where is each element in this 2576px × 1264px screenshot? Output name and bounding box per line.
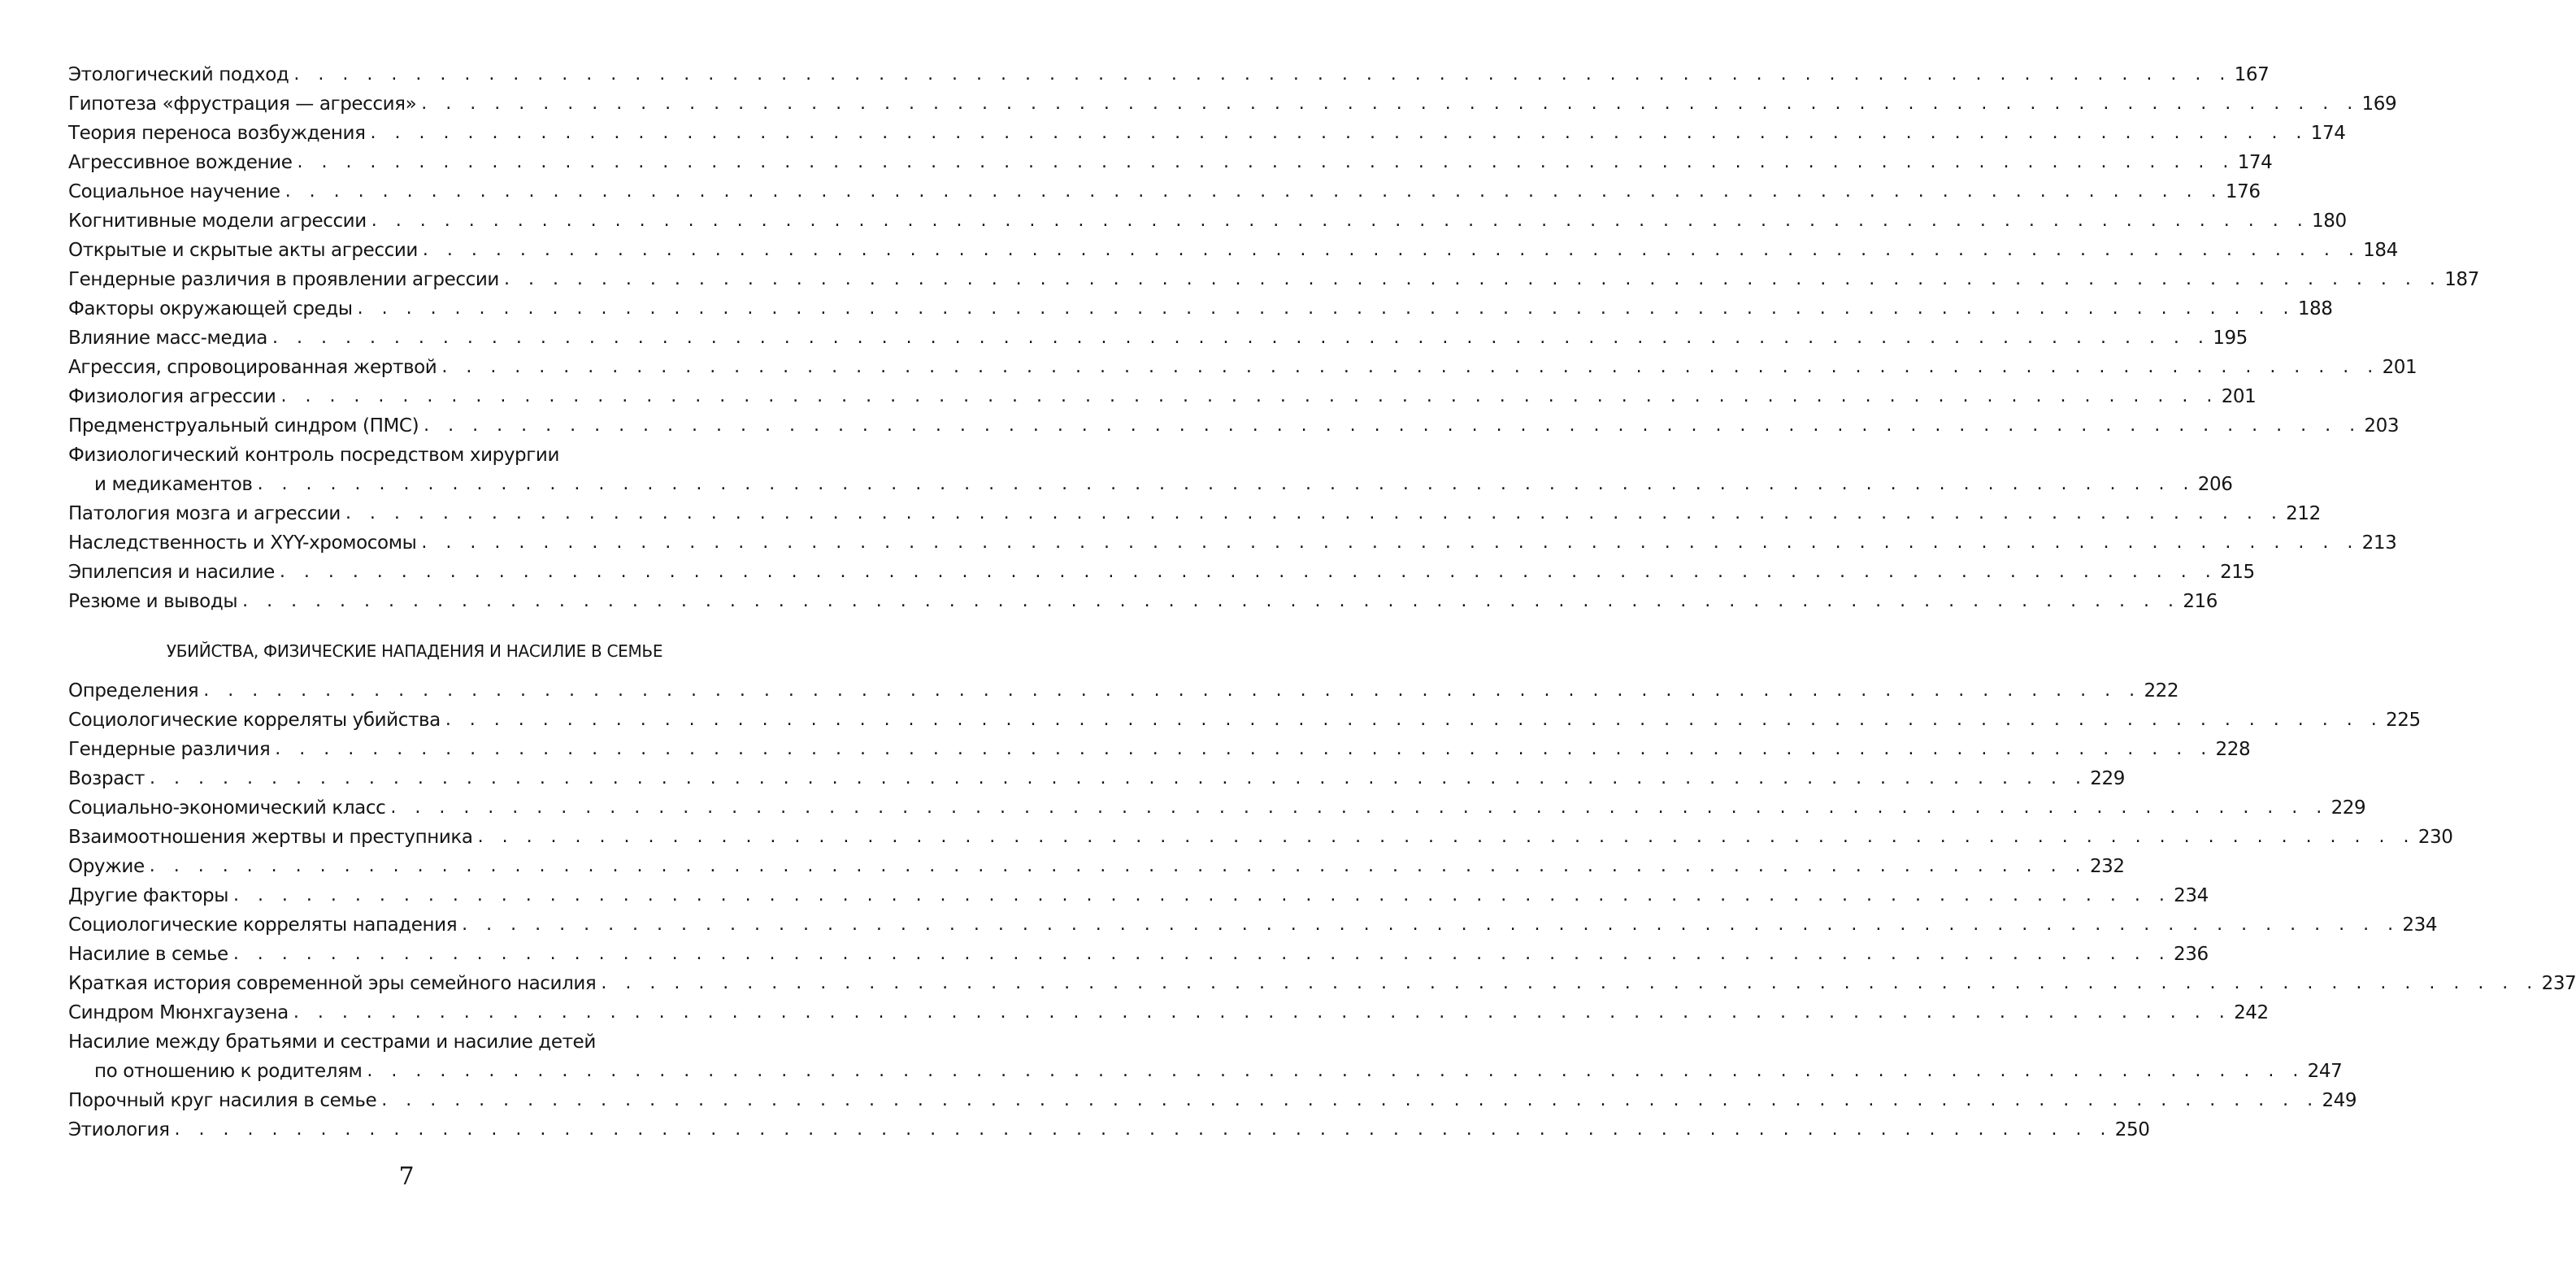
dot-leader: . . . . . . . . . . . . . . . . . . . . . . . . . . . . . . . . . . . . . . . . . . . . . . . . . . . . . . . . . . . . . . . . . . . . . . . . . . . . . . . .: [285, 181, 2223, 202]
toc-entry-page: 228: [2215, 739, 2251, 760]
toc-entry[interactable]: [68, 735, 2251, 764]
toc-entry[interactable]: [68, 940, 2209, 969]
toc-entry-page: 213: [2361, 532, 2397, 554]
toc-entry-title: Оружие: [68, 856, 145, 877]
dot-leader: . . . . . . . . . . . . . . . . . . . . . . . . . . . . . . . . . . . . . . . . . . . . . . . . . . . . . . . . . . . . . . . . . . . . . . . . . . . . . . . .: [477, 827, 2416, 847]
toc-entry-page: 242: [2234, 1002, 2269, 1023]
dot-leader: . . . . . . . . . . . . . . . . . . . . . . . . . . . . . . . . . . . . . . . . . . . . . . . . . . . . . . . . . . . . . . . . . . . . . . . . . . . . . . . .: [149, 856, 2087, 876]
toc-entry-title: Наследственность и XYY-хромосомы: [68, 532, 417, 554]
toc-entry-page: 232: [2089, 856, 2125, 877]
toc-entry-line1: Насилие между братьями и сестрами и насилие детей: [68, 1032, 596, 1053]
toc-entry[interactable]: [68, 528, 2397, 558]
toc-entry-page: 234: [2174, 885, 2209, 906]
toc-entry-page: 234: [2402, 914, 2438, 936]
toc-entry-title: и медикаментов: [94, 474, 253, 495]
toc-entry-page: 201: [2382, 357, 2417, 378]
toc-entry-title: Агрессия, спровоцированная жертвой: [68, 357, 437, 378]
dot-leader: . . . . . . . . . . . . . . . . . . . . . . . . . . . . . . . . . . . . . . . . . . . . . . . . . . . . . . . . . . . . . . . . . . . . . . . . . . . . . . . .: [174, 1119, 2113, 1140]
toc-section-aggression: [68, 60, 2479, 616]
toc-entry-title: Синдром Мюнхгаузена: [68, 1002, 289, 1023]
dot-leader: . . . . . . . . . . . . . . . . . . . . . . . . . . . . . . . . . . . . . . . . . . . . . . . . . . . . . . . . . . . . . . . . . . . . . . . . . . . . . . . .: [272, 328, 2210, 348]
toc-entry-page: 169: [2361, 93, 2397, 115]
toc-entry-title: Взаимоотношения жертвы и преступника: [68, 827, 473, 848]
dot-leader: . . . . . . . . . . . . . . . . . . . . . . . . . . . . . . . . . . . . . . . . . . . . . . . . . . . . . . . . . . . . . . . . . . . . . . . . . . . . . . . .: [445, 710, 2383, 730]
dot-leader: . . . . . . . . . . . . . . . . . . . . . . . . . . . . . . . . . . . . . . . . . . . . . . . . . . . . . . . . . . . . . . . . . . . . . . . . . . . . . . . .: [203, 680, 2142, 701]
dot-leader: . . . . . . . . . . . . . . . . . . . . . . . . . . . . . . . . . . . . . . . . . . . . . . . . . . . . . . . . . . . . . . . . . . . . . . . . . . . . . . . .: [242, 591, 2181, 611]
toc-entry[interactable]: [68, 1115, 2150, 1145]
dot-leader: . . . . . . . . . . . . . . . . . . . . . . . . . . . . . . . . . . . . . . . . . . . . . . . . . . . . . . . . . . . . . . . . . . . . . . . . . . . . . . . .: [421, 532, 2360, 553]
dot-leader: . . . . . . . . . . . . . . . . . . . . . . . . . . . . . . . . . . . . . . . . . . . . . . . . . . . . . . . . . . . . . . . . . . . . . . . . . . . . . . . .: [275, 739, 2213, 759]
toc-entry-page: 230: [2417, 827, 2453, 848]
toc-entry-page: 203: [2364, 415, 2400, 437]
toc-entry-page: 206: [2197, 474, 2233, 495]
toc-entry-title: Социологические корреляты убийства: [68, 710, 441, 731]
toc-entry-page: 229: [2331, 797, 2366, 819]
toc-entry[interactable]: [68, 60, 2270, 89]
toc-entry[interactable]: [68, 852, 2125, 881]
toc-entry[interactable]: [68, 411, 2400, 441]
toc-entry[interactable]: [68, 382, 2257, 411]
toc-entry[interactable]: [68, 148, 2273, 177]
toc-entry-page: 216: [2183, 591, 2218, 612]
toc-entry[interactable]: [68, 177, 2261, 206]
toc-entry[interactable]: [68, 998, 2269, 1027]
dot-leader: . . . . . . . . . . . . . . . . . . . . . . . . . . . . . . . . . . . . . . . . . . . . . . . . . . . . . . . . . . . . . . . . . . . . . . . . . . . . . . . .: [345, 503, 2283, 523]
toc-entry-page: 236: [2174, 944, 2209, 965]
toc-entry-page: 180: [2312, 211, 2347, 232]
dot-leader: . . . . . . . . . . . . . . . . . . . . . . . . . . . . . . . . . . . . . . . . . . . . . . . . . . . . . . . . . . . . . . . . . . . . . . . . . . . . . . . .: [601, 973, 2539, 993]
toc-section-homicide: [68, 676, 2576, 1145]
toc-entry-title: Другие факторы: [68, 885, 228, 906]
toc-entry-page: 247: [2307, 1061, 2343, 1082]
toc-entry[interactable]: [68, 265, 2479, 294]
toc-entry[interactable]: [68, 881, 2209, 910]
toc-entry-line1: Физиологический контроль посредством хирургии: [68, 445, 560, 466]
toc-entry[interactable]: [68, 206, 2347, 236]
toc-entry-title: Определения: [68, 680, 199, 701]
toc-entry[interactable]: [68, 470, 2233, 499]
toc-entry[interactable]: [68, 676, 2179, 706]
toc-entry-title: Теория переноса возбуждения: [68, 123, 366, 144]
toc-entry-page: 215: [2220, 562, 2255, 583]
toc-entry-page: 201: [2221, 386, 2257, 407]
toc-entry-title: Этиология: [68, 1119, 170, 1140]
toc-entry-title: Открытые и скрытые акты агрессии: [68, 240, 418, 261]
dot-leader: . . . . . . . . . . . . . . . . . . . . . . . . . . . . . . . . . . . . . . . . . . . . . . . . . . . . . . . . . . . . . . . . . . . . . . . . . . . . . . . .: [257, 474, 2196, 494]
toc-entry[interactable]: [68, 353, 2417, 382]
toc-entry-title: Гипотеза «фрустрация — агрессия»: [68, 93, 417, 115]
toc-entry-title: Эпилепсия и насилие: [68, 562, 275, 583]
toc-entry-page: 250: [2114, 1119, 2150, 1140]
toc-entry-title: Факторы окружающей среды: [68, 298, 353, 319]
toc-entry-title: Гендерные различия в проявлении агрессии: [68, 269, 499, 290]
toc-entry-title: Агрессивное вождение: [68, 152, 293, 173]
section-heading: УБИЙСТВА, ФИЗИЧЕСКИЕ НАПАДЕНИЯ И НАСИЛИЕ В СЕМЬЕ: [166, 641, 663, 661]
dot-leader: . . . . . . . . . . . . . . . . . . . . . . . . . . . . . . . . . . . . . . . . . . . . . . . . . . . . . . . . . . . . . . . . . . . . . . . . . . . . . . . .: [503, 269, 2442, 289]
toc-entry-title: Возраст: [68, 768, 146, 789]
toc-entry[interactable]: [68, 324, 2248, 353]
dot-leader: . . . . . . . . . . . . . . . . . . . . . . . . . . . . . . . . . . . . . . . . . . . . . . . . . . . . . . . . . . . . . . . . . . . . . . . . . . . . . . . .: [150, 768, 2087, 788]
toc-entry-page: 195: [2213, 328, 2248, 349]
dot-leader: . . . . . . . . . . . . . . . . . . . . . . . . . . . . . . . . . . . . . . . . . . . . . . . . . . . . . . . . . . . . . . . . . . . . . . . . . . . . . . . .: [232, 885, 2171, 906]
toc-entry-title: Патология мозга и агрессии: [68, 503, 341, 524]
page-number: 7: [398, 1162, 415, 1191]
toc-entry[interactable]: [68, 587, 2218, 616]
toc-entry[interactable]: [68, 969, 2576, 998]
dot-leader: . . . . . . . . . . . . . . . . . . . . . . . . . . . . . . . . . . . . . . . . . . . . . . . . . . . . . . . . . . . . . . . . . . . . . . . . . . . . . . . .: [293, 1002, 2231, 1023]
toc-entry-title: Социальное научение: [68, 181, 280, 202]
toc-entry-title: по отношению к родителям: [94, 1061, 363, 1082]
dot-leader: . . . . . . . . . . . . . . . . . . . . . . . . . . . . . . . . . . . . . . . . . . . . . . . . . . . . . . . . . . . . . . . . . . . . . . . . . . . . . . . .: [370, 123, 2309, 143]
toc-entry-title: Предменструальный синдром (ПМС): [68, 415, 419, 437]
toc-entry[interactable]: [68, 558, 2255, 587]
toc-entry-page: 184: [2363, 240, 2398, 261]
dot-leader: . . . . . . . . . . . . . . . . . . . . . . . . . . . . . . . . . . . . . . . . . . . . . . . . . . . . . . . . . . . . . . . . . . . . . . . . . . . . . . . .: [297, 152, 2235, 172]
dot-leader: . . . . . . . . . . . . . . . . . . . . . . . . . . . . . . . . . . . . . . . . . . . . . . . . . . . . . . . . . . . . . . . . . . . . . . . . . . . . . . . .: [390, 797, 2329, 818]
toc-entry-page: 174: [2310, 123, 2346, 144]
dot-leader: . . . . . . . . . . . . . . . . . . . . . . . . . . . . . . . . . . . . . . . . . . . . . . . . . . . . . . . . . . . . . . . . . . . . . . . . . . . . . . . .: [293, 64, 2232, 85]
dot-leader: . . . . . . . . . . . . . . . . . . . . . . . . . . . . . . . . . . . . . . . . . . . . . . . . . . . . . . . . . . . . . . . . . . . . . . . . . . . . . . . .: [381, 1090, 2320, 1110]
dot-leader: . . . . . . . . . . . . . . . . . . . . . . . . . . . . . . . . . . . . . . . . . . . . . . . . . . . . . . . . . . . . . . . . . . . . . . . . . . . . . . . .: [441, 357, 2380, 377]
toc-entry-page: 188: [2297, 298, 2333, 319]
toc-entry-page: 249: [2322, 1090, 2357, 1111]
toc-entry-title: Порочный круг насилия в семье: [68, 1090, 377, 1111]
dot-leader: . . . . . . . . . . . . . . . . . . . . . . . . . . . . . . . . . . . . . . . . . . . . . . . . . . . . . . . . . . . . . . . . . . . . . . . . . . . . . . . .: [279, 562, 2218, 582]
toc-entry-title: Этологический подход: [68, 64, 289, 85]
dot-leader: . . . . . . . . . . . . . . . . . . . . . . . . . . . . . . . . . . . . . . . . . . . . . . . . . . . . . . . . . . . . . . . . . . . . . . . . . . . . . . . .: [424, 415, 2362, 436]
dot-leader: . . . . . . . . . . . . . . . . . . . . . . . . . . . . . . . . . . . . . . . . . . . . . . . . . . . . . . . . . . . . . . . . . . . . . . . . . . . . . . . .: [371, 211, 2309, 231]
toc-entry[interactable]: [68, 823, 2453, 852]
toc-entry[interactable]: [68, 910, 2438, 940]
toc-entry[interactable]: [68, 119, 2346, 148]
toc-entry-title: Краткая история современной эры семейного насилия: [68, 973, 597, 994]
toc-entry-title: Социально-экономический класс: [68, 797, 386, 819]
toc-entry-title: Гендерные различия: [68, 739, 271, 760]
toc-entry[interactable]: [68, 793, 2366, 823]
dot-leader: . . . . . . . . . . . . . . . . . . . . . . . . . . . . . . . . . . . . . . . . . . . . . . . . . . . . . . . . . . . . . . . . . . . . . . . . . . . . . . . .: [232, 944, 2171, 964]
dot-leader: . . . . . . . . . . . . . . . . . . . . . . . . . . . . . . . . . . . . . . . . . . . . . . . . . . . . . . . . . . . . . . . . . . . . . . . . . . . . . . . .: [357, 298, 2296, 319]
toc-entry-title: Резюме и выводы: [68, 591, 238, 612]
toc-entry[interactable]: [68, 499, 2321, 528]
toc-entry-page: 212: [2286, 503, 2321, 524]
toc-entry[interactable]: [68, 89, 2397, 119]
toc-entry[interactable]: [68, 236, 2398, 265]
toc-entry[interactable]: [68, 294, 2333, 324]
toc-entry[interactable]: [68, 764, 2125, 793]
toc-entry[interactable]: [68, 1057, 2343, 1086]
toc-entry-page: 176: [2225, 181, 2261, 202]
toc-entry-page: 174: [2237, 152, 2273, 173]
toc-entry[interactable]: [68, 1086, 2357, 1115]
dot-leader: . . . . . . . . . . . . . . . . . . . . . . . . . . . . . . . . . . . . . . . . . . . . . . . . . . . . . . . . . . . . . . . . . . . . . . . . . . . . . . . .: [367, 1061, 2305, 1081]
dot-leader: . . . . . . . . . . . . . . . . . . . . . . . . . . . . . . . . . . . . . . . . . . . . . . . . . . . . . . . . . . . . . . . . . . . . . . . . . . . . . . . .: [421, 93, 2360, 114]
dot-leader: . . . . . . . . . . . . . . . . . . . . . . . . . . . . . . . . . . . . . . . . . . . . . . . . . . . . . . . . . . . . . . . . . . . . . . . . . . . . . . . .: [280, 386, 2219, 406]
toc-entry-page: 167: [2234, 64, 2270, 85]
toc-entry-title: Насилие в семье: [68, 944, 228, 965]
toc-entry-title: Физиология агрессии: [68, 386, 276, 407]
toc-entry-page: 187: [2444, 269, 2479, 290]
toc-entry-page: 225: [2386, 710, 2421, 731]
toc-entry[interactable]: [68, 706, 2421, 735]
toc-entry-title: Социологические корреляты нападения: [68, 914, 458, 936]
dot-leader: . . . . . . . . . . . . . . . . . . . . . . . . . . . . . . . . . . . . . . . . . . . . . . . . . . . . . . . . . . . . . . . . . . . . . . . . . . . . . . . .: [422, 240, 2361, 260]
toc-entry-title: Когнитивные модели агрессии: [68, 211, 367, 232]
dot-leader: . . . . . . . . . . . . . . . . . . . . . . . . . . . . . . . . . . . . . . . . . . . . . . . . . . . . . . . . . . . . . . . . . . . . . . . . . . . . . . . .: [462, 914, 2400, 935]
toc-entry-page: 229: [2090, 768, 2125, 789]
toc-entry-page: 222: [2144, 680, 2179, 701]
toc-entry-title: Влияние масс-медиа: [68, 328, 267, 349]
toc-entry-page: 237: [2541, 973, 2576, 994]
